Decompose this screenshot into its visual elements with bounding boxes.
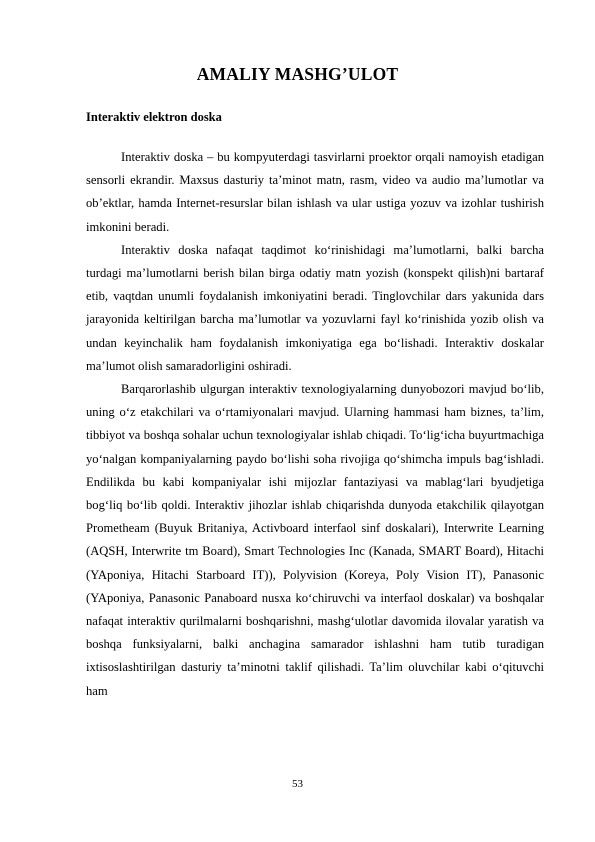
paragraph: Interaktiv doska – bu kompyuterdagi tasvirlarni proektor orqali namoyish etadigan sensorli ekrandir. Maxsus dasturiy ta’minot matn, rasm, video va audio ma’lumotlar va ob’ektlar, hamda Internet-resurslar bilan ishlash va ular ustiga yozuv va izohlar tushirish imkonini beradi. [86,150,544,234]
section-heading: Interaktiv elektron doska [86,110,222,124]
paragraph: Barqarorlashib ulgurgan interaktiv texnologiyalarning dunyobozori mavjud bo‘lib, uning o‘z etakchilari va o‘rtamiyonalari mavjud. Ularning hammasi ham biznes, ta’lim, tibbiyot va boshqa sohalar uchun texnologiyalar ishlab chiqadi. To‘lig‘icha buyurtmachiga yo‘nalgan kompaniyalarning paydo bo‘lishi soha rivojiga qo‘shimcha impuls bag‘ishladi. Endilikda bu kabi kompaniyalar ishi mijozlar fantaziyasi va mablag‘lari byudjetiga bog‘liq bo‘lib qoldi. Interaktiv jihozlar ishlab chiqarishda dunyoda etakchilik qilayotgan Prometheam (Buyuk Britaniya, Activboard interfaol sinf doskalari), Interwrite Learning (AQSH, Interwrite tm Board), Smart Technologies Inc (Kanada, SMART Board), Hitachi (YAponiya, Hitachi Starboard IT)), Polyvision (Koreya, Poly Vision IT), Panasonic (YAponiya, Panasonic Panaboard nusxa ko‘chiruvchi va interfaol doskalar) va boshqalar nafaqat interaktiv qurilmalarni boshqarishni, mashg‘ulotlar davomida ilovalar yaratish va boshqa funksiyalarni, balki anchagina samarador ishlashni ham tutib turadigan ixtisoslashtirilgan dasturiy ta’minotni taklif qilishadi. Ta’lim oluvchilar kabi o‘qituvchi ham [86,382,544,698]
body-text [86,146,544,703]
page-number: 53 [292,778,303,790]
paragraph: Interaktiv doska nafaqat taqdimot ko‘rinishidagi ma’lumotlarni, balki barcha turdagi ma’lumotlarni berish bilan birga odatiy matn yozish (konspekt qilish)ni bartaraf etib, vaqtdan unumli foydalanish imkoniyatini beradi. Tinglovchilar dars yakunida dars jarayonida keltirilgan barcha ma’lumotlar va yozuvlarni fayl ko‘rinishida yozib olish va undan keyinchalik ham foydalanish imkoniyatiga ega bo‘lishadi. Interaktiv doskalar ma’lumot olish samaradorligini oshiradi. [86,242,544,373]
page-title: AMALIY MASHG’ULOT [196,64,399,84]
